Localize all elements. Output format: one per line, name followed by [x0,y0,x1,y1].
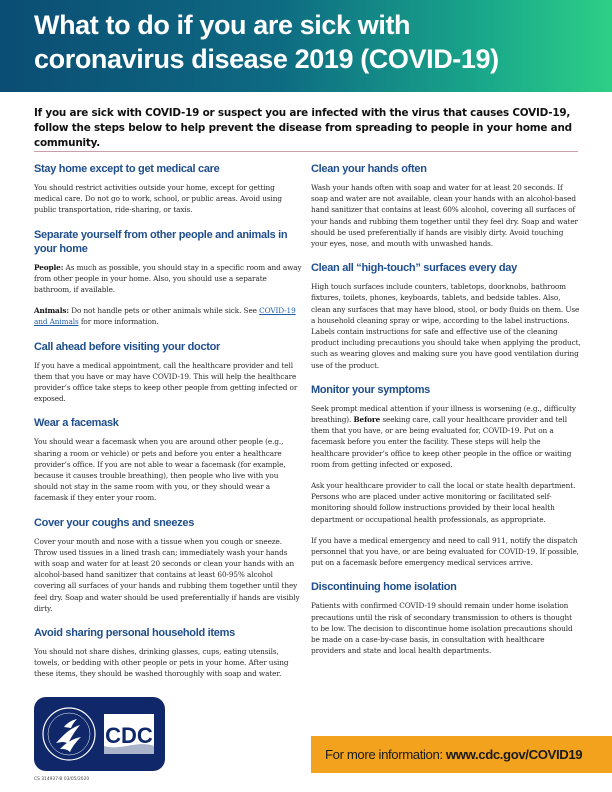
animals-tail: for more information. [78,317,159,327]
more-info-url[interactable]: www.cdc.gov/COVID19 [445,747,583,762]
text-clean-hands: Wash your hands often with soap and water for at least 20 seconds. If soap and water are not available, clean your hands with an alcohol-based hand sanitizer that contains at least 60% alcohol, covering all surfaces of your hands and rubbing them together until they feel dry. Soap and water should be used preferentially if hands are visibly dirty. Avoid touching your eyes, nose, and mouth with unwashed hands. [311,183,578,249]
section-cover [34,516,302,614]
heading-monitor: Monitor your symptoms [311,383,430,396]
text-monitor-2: Ask your healthcare provider to call the local or state health department. Persons who are placed under active monitoring or facilitated self-monitoring should follow instructions provided by their local health department or occupational health professionals, as appropriate. [311,481,576,524]
section-facemask [34,416,302,503]
page-title [34,8,594,76]
heading-discontinue: Discontinuing home isolation [311,581,457,594]
more-info-text [325,746,582,763]
text-monitor-1 [311,403,581,470]
covid-animals-link[interactable]: COVID-19 and Animals [34,306,296,327]
monitor-1-bold: Before [353,415,381,425]
section-monitor [311,383,581,569]
section-stay-home [34,162,302,216]
title-banner [0,0,612,92]
section-clean-hands [311,162,581,249]
heading-facemask: Wear a facemask [34,417,119,430]
monitor-1-rest: seeking care, call your healthcare provider and tell them that you have, or are being evaluated for, COVID-19. Put on a facemask before you enter the facility. These steps will help the healthcare provider’s office to keep other people in the office or waiting room from getting infected or exposed. [311,415,572,469]
text-separate-animals [34,305,302,327]
section-avoid-sharing [34,626,302,680]
text-avoid-sharing: You should not share dishes, drinking glasses, cups, eating utensils, towels, or bedding with other people or pets in your home. After using these items, they should be washed thoroughly with soap and water. [34,647,289,679]
heading-high-touch: Clean all “high-touch” surfaces every day [311,262,517,275]
animals-body: Do not handle pets or other animals while sick. See [68,306,260,316]
text-discontinue: Patients with confirmed COVID-19 should remain under home isolation precautions until the risk of secondary transmission to others is thought to be low. The decision to discontinue home isolation precautions should be made on a case-by-case basis, in consultation with healthcare providers and state and local health departments. [311,601,573,656]
text-monitor-3: If you have a medical emergency and need to call 911, notify the dispatch personnel that you have, or are being evaluated for COVID-19. If possible, put on a facemask before emergency medical services arrive. [311,535,579,568]
people-label: People: [34,262,64,272]
left-column [34,162,302,692]
text-call-ahead: If you have a medical appointment, call the healthcare provider and tell them that you have or may have COVID-19. This will help the healthcare provider’s office take steps to keep other people from getting infected or exposed. [34,360,298,404]
section-discontinue [311,580,581,656]
text-separate-people [34,262,302,296]
right-column [311,162,581,669]
heading-separate: Separate yourself from other people and animals in your home [34,228,288,255]
section-high-touch [311,261,581,371]
heading-stay-home: Stay home except to get medical care [34,163,220,175]
title-line-2: coronavirus disease 2019 (COVID-19) [34,44,499,74]
section-call-ahead [34,340,302,405]
cdc-logo [34,697,165,771]
text-facemask: You should wear a facemask when you are around other people (e.g., sharing a room or vehicle) or pets and before you enter a healthcare provider’s office. If you are not able to wear a facemask (for example, because it causes trouble breathing), then people who live with you should not stay in the same room with you, or they should wear a facemask if they enter your room. [34,437,286,503]
logo-text: CDC [105,723,153,748]
people-body: As much as possible, you should stay in a specific room and away from other people in your home. Also, you should use a separate bathroom, if available. [34,262,302,295]
text-high-touch: High touch surfaces include counters, tabletops, doorknobs, bathroom fixtures, toilets, phones, keyboards, tablets, and bedside tables. Also, clean any surfaces that may have blood, stool, or body fluids on them. Use a household cleaning spray or wipe, according to the label instructions. Labels contain instructions for safe and effective use of the cleaning product including precautions you should take when applying the product, such as wearing gloves and making sure you have good ventilation during use of the product. [311,282,581,370]
hhs-cdc-emblem-icon [34,697,165,771]
title-line-1: What to do if you are sick with [34,10,411,40]
more-info-label: For more information: [325,747,446,762]
heading-cover: Cover your coughs and sneezes [34,516,195,529]
section-separate [34,228,302,328]
text-stay-home: You should restrict activities outside your home, except for getting medical care. Do not go to work, school, or public areas. Avoid using public transportation, ride-sharing, or taxis. [34,183,282,215]
heading-avoid-sharing: Avoid sharing personal household items [34,627,235,640]
intro-text: If you are sick with COVID-19 or suspect you are infected with the virus that causes COVID-19, follow the steps below to help prevent the disease from spreading to people in your home and community. [34,107,572,149]
more-info-bar [311,736,612,773]
divider [34,151,578,152]
heading-clean-hands: Clean your hands often [311,163,427,175]
heading-call-ahead: Call ahead before visiting your doctor [34,340,221,353]
document-code: CS 314937-B 03/05/2020 [34,777,90,782]
text-cover: Cover your mouth and nose with a tissue when you cough or sneeze. Throw used tissues in a lined trash can; immediately wash your hands with soap and water for at least 20 seconds or clean your hands with an alcohol-based hand sanitizer that contains at least 60-95% alcohol covering all surfaces of your hands and rubbing them together until they feel dry. Soap and water should be used preferentially if hands are visibly dirty. [34,536,300,613]
monitor-1-start: Seek prompt medical attention if your illness is worsening (e.g., difficulty breathing). [311,403,576,425]
animals-label: Animals: [34,306,69,316]
